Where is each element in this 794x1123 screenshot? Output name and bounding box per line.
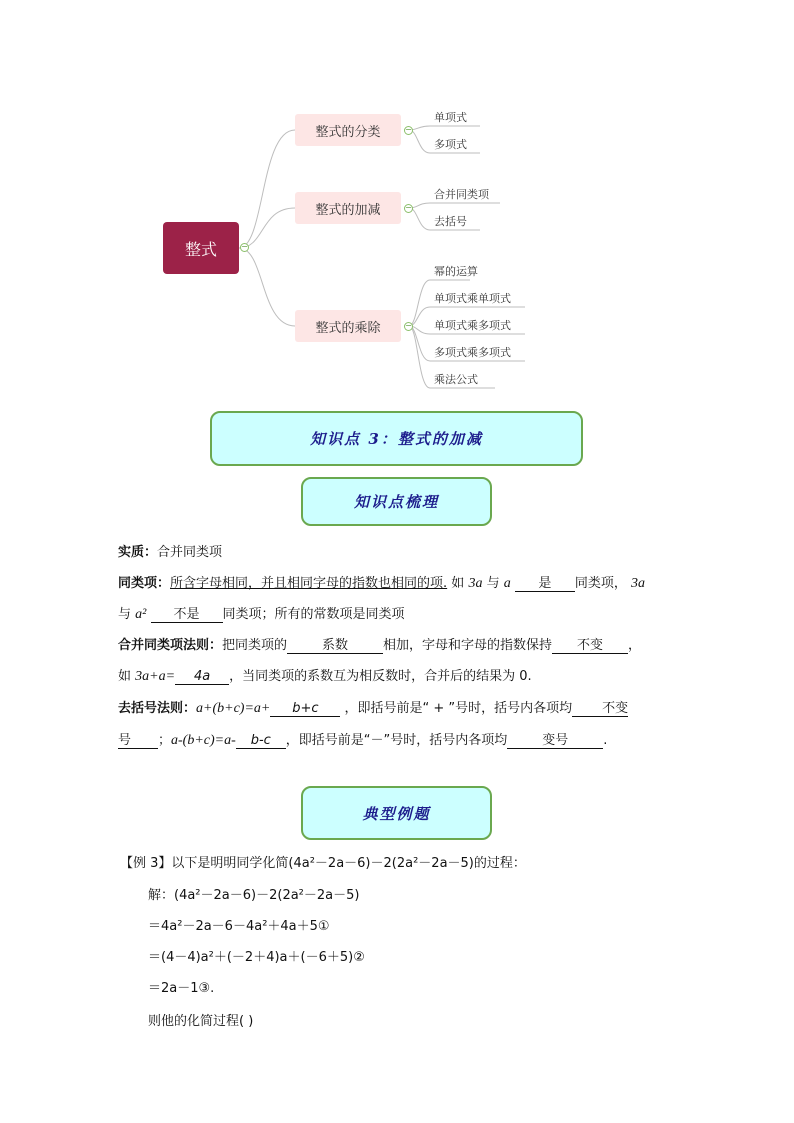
answer-blank: 不是 — [151, 607, 223, 623]
text: 与 — [118, 607, 132, 622]
math-term: a-(b+c)=a- — [171, 733, 236, 748]
text: ，即括号前是“ + ”号时，括号内各项均 — [344, 701, 573, 716]
answer-blank: 不变 — [572, 701, 628, 717]
example-title: 典型例题 — [301, 786, 492, 840]
like-terms-line-2 — [118, 603, 405, 623]
text: 相加，字母和字母的指数保持 — [383, 638, 553, 653]
answer-blank: 系数 — [287, 638, 383, 654]
section-title: 知识点 3：整式的加减 — [210, 411, 583, 466]
combine-line-1 — [118, 634, 641, 654]
combine-line-2 — [118, 665, 532, 685]
text: 同类项， — [574, 576, 627, 591]
subsection-title: 知识点梳理 — [301, 477, 492, 526]
text: . — [603, 733, 608, 748]
text: 与 — [486, 576, 500, 591]
mindmap-branch-multiply-divide: 整式的乘除 — [295, 310, 401, 342]
essence-text: 合并同类项 — [157, 545, 223, 560]
example-heading: 【例 3】以下是明明同学化简(4a²－2a－6)－2(2a²－2a－5)的过程： — [120, 856, 526, 871]
mindmap-leaf: 乘法公式 — [434, 373, 478, 386]
text: 把同类项的 — [222, 638, 288, 653]
collapse-toggle-icon[interactable]: − — [405, 203, 412, 212]
text: ， — [628, 638, 642, 653]
example-step: ＝(4－4)a²＋(－2＋4)a＋(－6＋5)② — [148, 950, 365, 965]
text: 0. — [519, 669, 532, 684]
mindmap-leaf: 合并同类项 — [434, 188, 489, 201]
bracket-line-1 — [118, 697, 628, 717]
mindmap-leaf: 多项式 — [434, 138, 467, 151]
answer-blank: 4a — [175, 669, 229, 685]
mindmap-leaf: 多项式乘多项式 — [434, 346, 511, 359]
text: 如 — [451, 576, 465, 591]
math-term: a — [503, 576, 511, 591]
essence-label: 实质： — [118, 545, 158, 560]
collapse-toggle-icon[interactable]: − — [241, 242, 248, 251]
math-term: 3a — [468, 576, 483, 591]
text: ，即括号前是“－”号时，括号内各项均 — [285, 733, 508, 748]
essence-line — [118, 541, 222, 560]
math-term: 3a — [631, 576, 646, 591]
answer-blank: 不变 — [552, 638, 628, 654]
mindmap-leaf: 幂的运算 — [434, 265, 478, 278]
example-step: ＝4a²－2a－6－4a²＋4a＋5① — [148, 919, 330, 934]
mindmap-root: 整式 — [163, 222, 239, 274]
answer-blank: 号 — [118, 733, 158, 749]
bracket-label: 去括号法则： — [118, 701, 197, 716]
answer-blank: 变号 — [507, 733, 603, 749]
example-step: ＝2a－1③. — [148, 981, 215, 996]
example-step: 则他的化简过程( ) — [148, 1014, 254, 1029]
answer-blank: b-c — [236, 733, 286, 749]
mindmap-branch-classification: 整式的分类 — [295, 114, 401, 146]
text: ，当同类项的系数互为相反数时，合并后的结果为 — [229, 669, 516, 684]
text: 如 — [118, 669, 132, 684]
collapse-toggle-icon[interactable]: − — [405, 125, 412, 134]
collapse-toggle-icon[interactable]: − — [405, 321, 412, 330]
answer-blank: b+c — [270, 701, 340, 717]
math-term: 3a+a= — [135, 669, 176, 684]
like-terms-label: 同类项： — [118, 576, 171, 591]
mindmap-leaf: 单项式乘单项式 — [434, 292, 511, 305]
like-terms-line-1 — [118, 572, 645, 592]
mindmap-leaf: 单项式 — [434, 111, 467, 124]
text: ； — [158, 733, 172, 748]
combine-label: 合并同类项法则： — [118, 638, 223, 653]
example-step: 解：(4a²－2a－6)－2(2a²－2a－5) — [148, 888, 360, 903]
like-terms-definition: 所含字母相同，并且相同字母的指数也相同的项. — [170, 576, 448, 591]
mindmap-leaf: 单项式乘多项式 — [434, 319, 511, 332]
mindmap-branch-add-subtract: 整式的加减 — [295, 192, 401, 224]
mindmap-leaf: 去括号 — [434, 215, 467, 228]
math-term: a² — [135, 607, 147, 622]
text: 同类项；所有的常数项是同类项 — [222, 607, 405, 622]
bracket-line-2 — [118, 729, 607, 749]
math-term: a+(b+c)=a+ — [196, 701, 271, 716]
answer-blank: 是 — [515, 576, 575, 592]
